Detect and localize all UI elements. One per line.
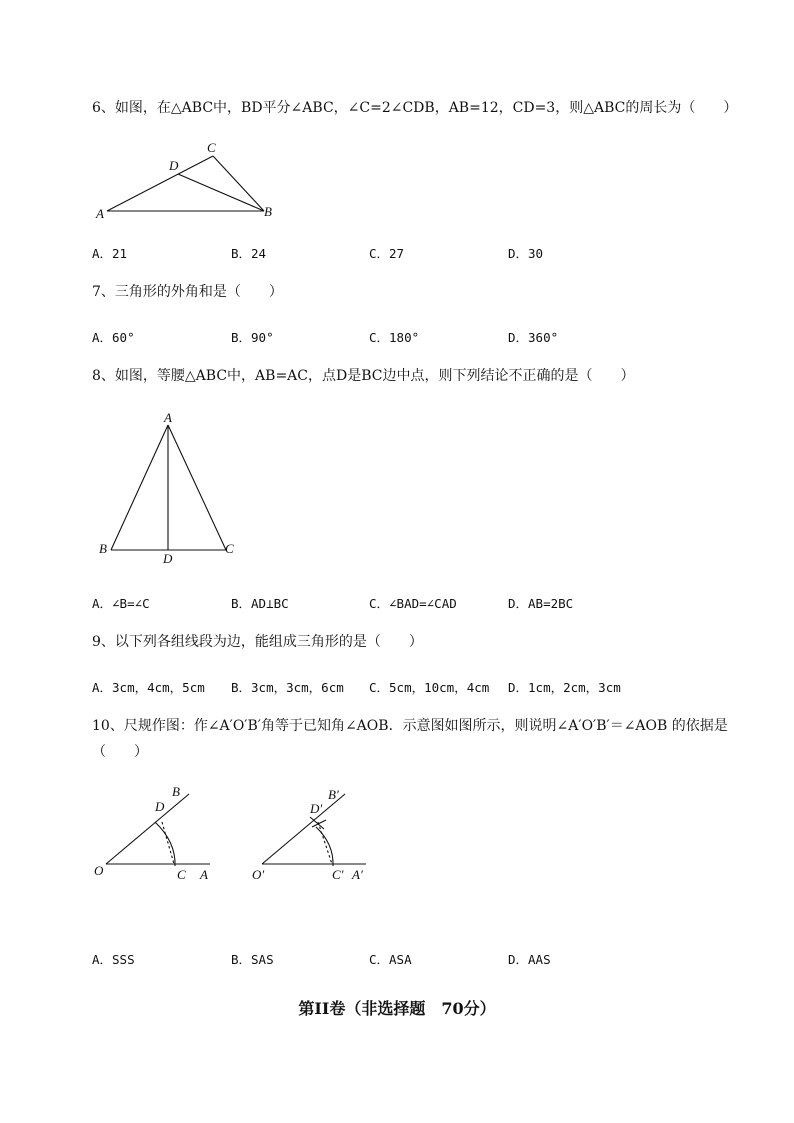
question-10-text-continued: （ ） [92,744,148,760]
question-10-text: 10、尺规作图：作∠A′O′B′角等于已知角∠AOB．示意图如图所示，则说明∠A′O′B′＝∠AOB 的依据是 [92,718,728,734]
q6-option-a[interactable]: A．21 [92,246,128,261]
q10-chord-c2d2 [318,822,332,864]
q10-option-b[interactable]: B．SAS [231,952,274,967]
q10-label-a-prime: A′ [352,867,363,882]
q8-label-a: A [164,410,172,425]
q10-option-a[interactable]: A．SSS [92,952,135,967]
q6-segment-bd [178,174,264,211]
q7-option-a[interactable]: A．60° [92,330,135,345]
q10-arc-cd [155,822,175,866]
q10-label-o-prime: O′ [252,867,265,882]
q10-ray-ob [106,794,189,864]
q8-label-d: D [163,551,173,566]
q9-option-c[interactable]: C．5cm，10cm，4cm [369,680,490,695]
q10-label-b-prime: B′ [328,787,339,802]
q10-original-angle-figure [92,780,222,890]
q6-option-d[interactable]: D．30 [508,246,544,261]
q8-label-c: C [225,541,234,556]
q6-segment-bc [213,156,264,211]
q10-option-c[interactable]: C．ASA [369,952,412,967]
q10-label-d-prime: D′ [310,801,323,816]
q10-label-c: C [177,867,186,882]
q6-label-b: B [264,204,272,219]
q10-label-o: O [94,863,104,878]
q7-option-d[interactable]: D．360° [508,330,559,345]
q6-option-b[interactable]: B．24 [231,246,267,261]
question-8-text: 8、如图，等腰△ABC中，AB=AC，点D是BC边中点，则下列结论不正确的是（ ） [92,368,635,384]
q8-option-a[interactable]: A．∠B=∠C [92,596,150,611]
q10-constructed-angle-figure [248,780,378,890]
q7-option-c[interactable]: C．180° [369,330,420,345]
q6-triangle-figure [92,138,292,228]
q8-label-b: B [99,541,107,556]
q10-option-d[interactable]: D．AAS [508,952,551,967]
q8-option-d[interactable]: D．AB=2BC [508,596,574,611]
q8-option-c[interactable]: C．∠BAD=∠CAD [369,596,457,611]
q10-label-c-prime: C′ [332,867,344,882]
question-9-text: 9、以下列各组线段为边，能组成三角形的是（ ） [92,634,423,650]
q7-option-b[interactable]: B．90° [231,330,274,345]
q6-label-c: C [207,140,216,155]
section-title: 第II卷（非选择题 70分） [298,999,496,1018]
q10-chord-cd [162,822,174,864]
question-7-text: 7、三角形的外角和是（ ） [92,284,283,300]
q9-option-d[interactable]: D．1cm，2cm，3cm [508,680,621,695]
q10-ray-o2b2 [262,794,345,864]
q10-label-a: A [200,867,208,882]
q6-label-d: D [169,158,179,173]
q9-option-a[interactable]: A．3cm，4cm，5cm [92,680,205,695]
q10-label-b: B [172,784,180,799]
q8-option-b[interactable]: B．AD⊥BC [231,596,289,611]
q9-option-b[interactable]: B．3cm，3cm，6cm [231,680,344,695]
q6-label-a: A [96,206,104,221]
q8-segment-ab [111,425,168,550]
q6-option-c[interactable]: C．27 [369,246,405,261]
q8-isosceles-triangle-figure [92,405,252,575]
q8-segment-ac [168,425,226,550]
q6-segment-ac [107,156,213,211]
question-6-text: 6、如图，在△ABC中，BD平分∠ABC，∠C=2∠CDB，AB=12，CD=3，则△ABC的周长为（ ） [92,100,738,116]
q10-label-d: D [155,799,165,814]
